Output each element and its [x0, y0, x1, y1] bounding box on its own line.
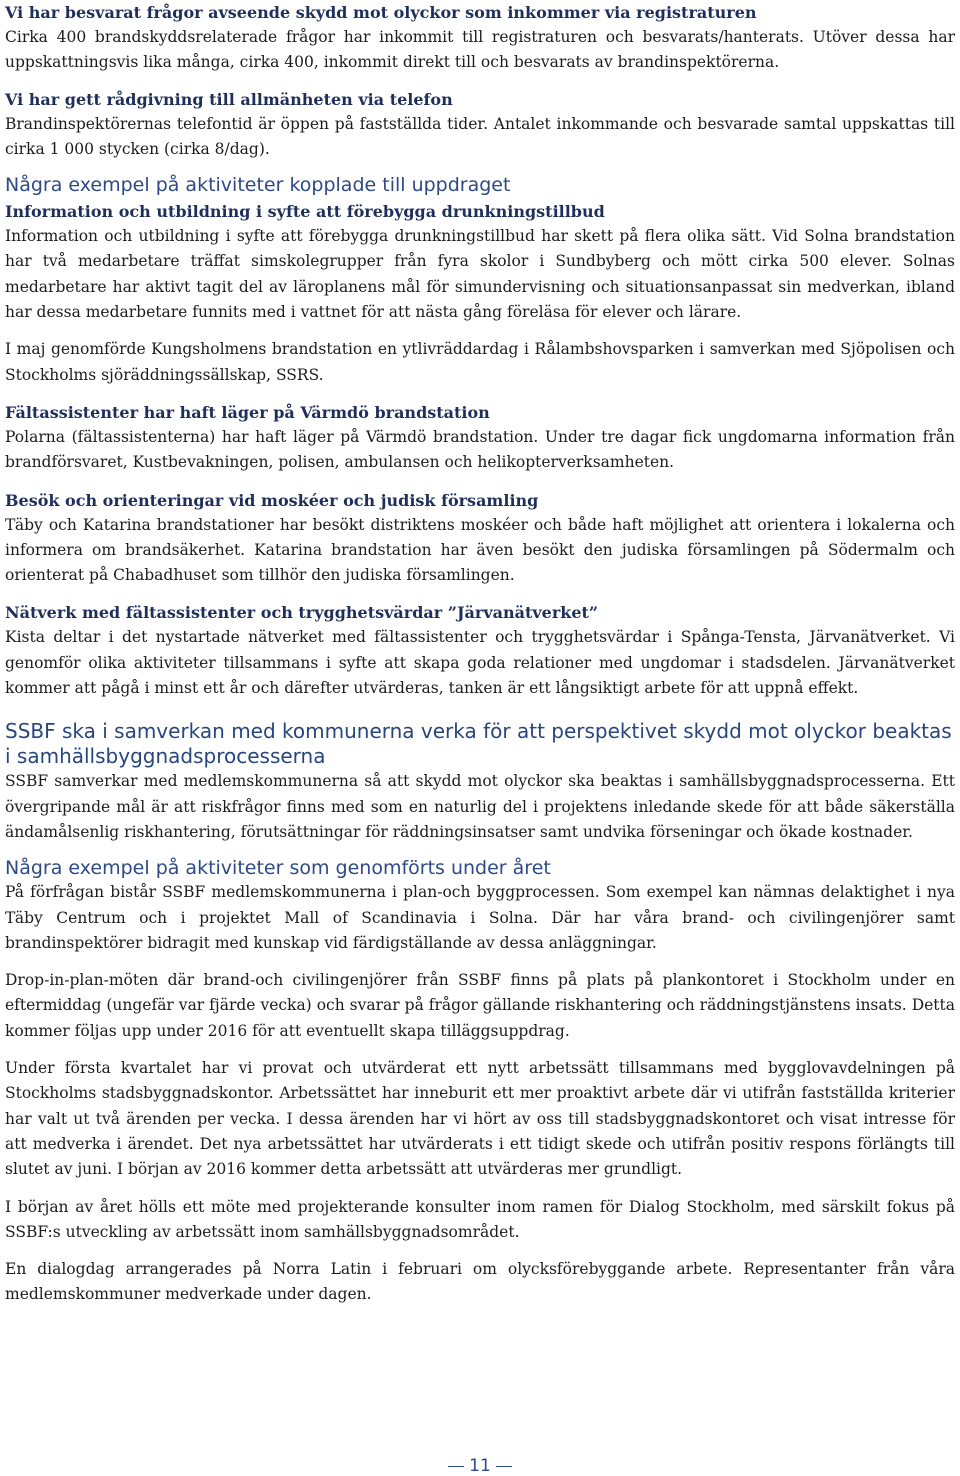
paragraph: Brandinspektörernas telefontid är öppen på fastställda tider. Antalet inkommande och besvarade samtal uppskattas till cirka 1 000 stycken (cirka 8/dag).	[5, 114, 955, 158]
paragraph: Cirka 400 brandskyddsrelaterade frågor har inkommit till registraturen och besvarats/hanterats. Utöver dessa har uppskattningsvis lika många, cirka 400, inkommit direkt till och besvarats av brandinspektörerna.	[5, 28, 955, 72]
paragraph: Täby och Katarina brandstationer har besökt distriktens moskéer och både haft möjlighet att orientera i lokalerna och informera om brandsäkerhet. Katarina brandstation har även besökt den judiska församlingen på Södermalm och orienterat på Chabadhuset som tillhör den judiska församlingen.	[5, 515, 955, 585]
page-number-dash-left	[448, 1466, 464, 1467]
subsection-heading: Några exempel på aktiviteter kopplade till uppdraget	[5, 174, 511, 197]
page-number	[0, 1456, 960, 1476]
section-heading: Fältassistenter har haft läger på Värmdö brandstation	[5, 402, 490, 422]
chapter-heading: SSBF ska i samverkan med kommunerna verka för att perspektivet skydd mot olyckor beaktas i samhällsbyggnadsprocesserna	[5, 719, 952, 769]
paragraph: SSBF samverkar med medlemskommunerna så att skydd mot olyckor ska beaktas i samhällsbyggnadsprocesserna. Ett övergripande mål är att riskfrågor finns med som en naturlig del i projektens inledande skede för att både säkerställa ändamålsenlig riskhantering, förutsättningar för räddningsinsatser samt undvika förseningar och ökade kostnader.	[5, 772, 955, 841]
subsection-heading: Några exempel på aktiviteter som genomförts under året	[5, 857, 551, 880]
paragraph: I maj genomförde Kungsholmens brandstation en ytlivräddardag i Rålambshovsparken i samverkan med Sjöpolisen och Stockholms sjöräddningssällskap, SSRS.	[5, 340, 955, 384]
section-heading: Besök och orienteringar vid moskéer och judisk församling	[5, 490, 539, 510]
page-number-dash-right	[496, 1466, 512, 1467]
paragraph: Kista deltar i det nystartade nätverket med fältassistenter och trygghetsvärdar i Spånga-Tensta, Järvanätverket. Vi genomför olika aktiviteter tillsammans i syfte att skapa goda relationer med ungdomar i stadsdelen. Järvanätverket kommer att pågå i minst ett år och därefter utvärderas, tanken är ett långsiktigt arbete för att uppnå effekt.	[5, 628, 955, 698]
section-heading: Vi har gett rådgivning till allmänheten via telefon	[5, 89, 453, 109]
paragraph: En dialogdag arrangerades på Norra Latin i februari om olycksförebyggande arbete. Representanter från våra medlemskommuner medverkade under dagen.	[5, 1260, 955, 1304]
page-number-text: 11	[469, 1456, 491, 1476]
section-heading: Nätverk med fältassistenter och trygghetsvärdar ”Järvanätverket”	[5, 603, 599, 623]
paragraph: Drop-in-plan-möten där brand-och civilingenjörer från SSBF finns på plats på plankontoret i Stockholm under en eftermiddag (ungefär var fjärde vecka) och svarar på frågor gällande riskhantering och räddningstjänstens insats. Detta kommer följas upp under 2016 för att eventuellt skapa tilläggsuppdrag.	[5, 971, 955, 1040]
paragraph: På förfrågan bistår SSBF medlemskommunerna i plan-och byggprocessen. Som exempel kan nämnas delaktighet i nya Täby Centrum och i projektet Mall of Scandinavia i Solna. Där har våra brand- och civilingenjörer samt brandinspektörer bidragit med kunskap vid färdigställande av dessa anläggningar.	[5, 883, 955, 952]
section-heading: Information och utbildning i syfte att förebygga drunkningstillbud	[5, 202, 605, 222]
section-heading: Vi har besvarat frågor avseende skydd mot olyckor som inkommer via registraturen	[5, 3, 757, 22]
paragraph: Information och utbildning i syfte att förebygga drunkningstillbud har skett på flera olika sätt. Vid Solna brandstation har två medarbetare träffat simskolegrupper från fyra skolor i Sundbyberg och mött cirka 500 elever. Solnas medarbetare har aktivt tagit del av läroplanens mål för simundervisning och situationsanpassat sin medverkan, ibland har dessa medarbetare funnits med i vattnet för att nästa gång föreläsa för elever och lärare.	[5, 227, 955, 322]
paragraph: Polarna (fältassistenterna) har haft läger på Värmdö brandstation. Under tre dagar fick ungdomarna information från brandförsvaret, Kustbevakningen, polisen, ambulansen och helikopterverksamheten.	[5, 427, 955, 472]
paragraph: Under första kvartalet har vi provat och utvärderat ett nytt arbetssätt tillsammans med bygglovavdelningen på Stockholms stadsbyggnadskontor. Arbetssättet har inneburit ett mer proaktivt arbete där vi utifrån fastställda kriterier har valt ut två ärenden per vecka. I dessa ärenden har vi hört av oss till stadsbyggnadskontoret och visat intresse för att medverka i ärendet. Det nya arbetssättet har utvärderats i ett tidigt skede och utifrån positiv respons förlängts till slutet av juni. I början av 2016 kommer detta arbetssätt att utvärderas mer grundligt.	[5, 1059, 955, 1179]
paragraph: I början av året hölls ett möte med projekterande konsulter inom ramen för Dialog Stockholm, med särskilt fokus på SSBF:s utveckling av arbetssätt inom samhällsbyggnadsområdet.	[5, 1197, 955, 1241]
